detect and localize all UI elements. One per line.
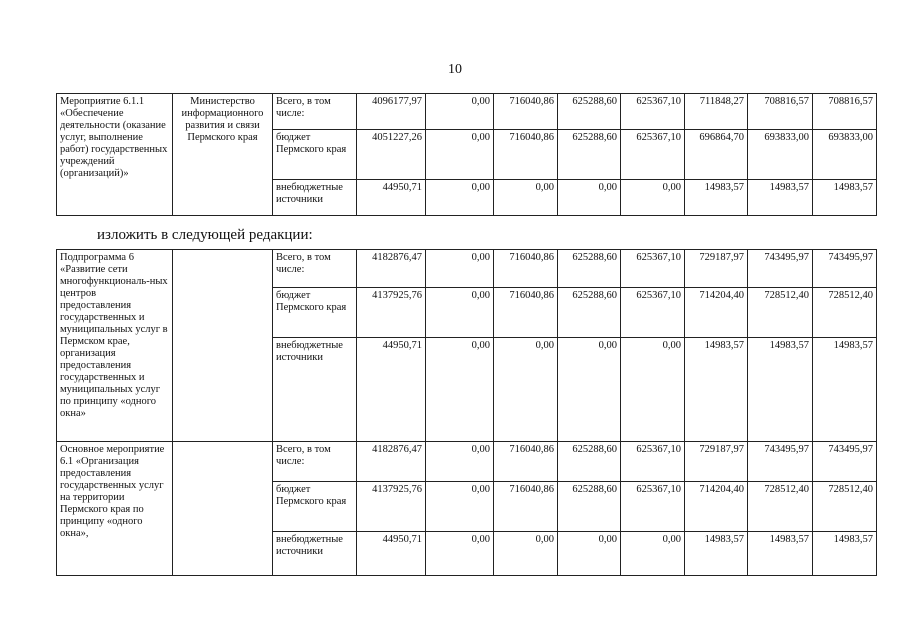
amount-cell: 625288,60	[558, 130, 621, 180]
amount-cell: 0,00	[426, 94, 494, 130]
funding-source-cell: внебюджетные источники	[273, 532, 357, 576]
amount-cell: 0,00	[494, 532, 558, 576]
amount-cell: 14983,57	[813, 338, 877, 442]
amount-cell: 714204,40	[685, 288, 748, 338]
amount-cell: 696864,70	[685, 130, 748, 180]
amount-cell: 716040,86	[494, 250, 558, 288]
amount-cell: 716040,86	[494, 442, 558, 482]
amount-cell: 14983,57	[685, 532, 748, 576]
amount-cell: 625288,60	[558, 94, 621, 130]
amount-cell: 625367,10	[621, 250, 685, 288]
program-name-cell: Подпрограмма 6 «Развитие сети многофункциональ-ных центров предоставления государственных и муниципальных услуг в Пермском крае, организация предоставления государственных и муниципальных услуг по принципу «одного окна»	[57, 250, 173, 442]
amount-cell: 14983,57	[813, 532, 877, 576]
funding-source-cell: Всего, в том числе:	[273, 94, 357, 130]
amount-cell: 728512,40	[748, 482, 813, 532]
amount-cell: 625367,10	[621, 442, 685, 482]
amount-cell: 728512,40	[748, 288, 813, 338]
executor-cell	[173, 442, 273, 576]
budget-table-new	[56, 249, 877, 576]
amount-cell: 708816,57	[813, 94, 877, 130]
amount-cell: 0,00	[426, 532, 494, 576]
amount-cell: 0,00	[426, 180, 494, 216]
amount-cell: 4137925,76	[357, 288, 426, 338]
amount-cell: 0,00	[621, 532, 685, 576]
amount-cell: 4051227,26	[357, 130, 426, 180]
amount-cell: 14983,57	[813, 180, 877, 216]
amount-cell: 743495,97	[748, 442, 813, 482]
amount-cell: 0,00	[621, 180, 685, 216]
amount-cell: 625367,10	[621, 482, 685, 532]
amount-cell: 0,00	[426, 442, 494, 482]
amount-cell: 728512,40	[813, 288, 877, 338]
amount-cell: 743495,97	[813, 442, 877, 482]
amount-cell: 625288,60	[558, 442, 621, 482]
amount-cell: 4182876,47	[357, 250, 426, 288]
amount-cell: 0,00	[426, 130, 494, 180]
amount-cell: 0,00	[558, 532, 621, 576]
amount-cell: 0,00	[621, 338, 685, 442]
budget-table-current	[56, 93, 877, 216]
amount-cell: 44950,71	[357, 532, 426, 576]
amount-cell: 625367,10	[621, 94, 685, 130]
funding-source-cell: внебюджетные источники	[273, 180, 357, 216]
table-row	[57, 94, 877, 130]
amount-cell: 4182876,47	[357, 442, 426, 482]
amount-cell: 711848,27	[685, 94, 748, 130]
amount-cell: 0,00	[426, 250, 494, 288]
table-row	[57, 442, 877, 482]
amount-cell: 716040,86	[494, 130, 558, 180]
amount-cell: 714204,40	[685, 482, 748, 532]
amount-cell: 44950,71	[357, 338, 426, 442]
executor-cell: Министерство информационного развития и связи Пермского края	[173, 94, 273, 216]
amount-cell: 729187,97	[685, 442, 748, 482]
amount-cell: 716040,86	[494, 288, 558, 338]
amount-cell: 728512,40	[813, 482, 877, 532]
amount-cell: 716040,86	[494, 94, 558, 130]
table-row	[57, 250, 877, 288]
amount-cell: 625367,10	[621, 130, 685, 180]
funding-source-cell: внебюджетные источники	[273, 338, 357, 442]
amount-cell: 0,00	[494, 180, 558, 216]
amount-cell: 4096177,97	[357, 94, 426, 130]
amount-cell: 625288,60	[558, 288, 621, 338]
funding-source-cell: бюджет Пермского края	[273, 482, 357, 532]
page-number: 10	[448, 62, 462, 77]
amount-cell: 743495,97	[813, 250, 877, 288]
funding-source-cell: Всего, в том числе:	[273, 442, 357, 482]
amount-cell: 0,00	[558, 338, 621, 442]
funding-source-cell: бюджет Пермского края	[273, 288, 357, 338]
funding-source-cell: бюджет Пермского края	[273, 130, 357, 180]
amount-cell: 625367,10	[621, 288, 685, 338]
amount-cell: 716040,86	[494, 482, 558, 532]
amount-cell: 14983,57	[748, 338, 813, 442]
amount-cell: 0,00	[558, 180, 621, 216]
amount-cell: 743495,97	[748, 250, 813, 288]
amount-cell: 0,00	[426, 482, 494, 532]
amount-cell: 0,00	[426, 288, 494, 338]
instruction-text: изложить в следующей редакции:	[97, 227, 313, 243]
amount-cell: 14983,57	[685, 338, 748, 442]
amount-cell: 44950,71	[357, 180, 426, 216]
amount-cell: 625288,60	[558, 250, 621, 288]
program-name-cell: Основное мероприятие 6.1 «Организация предоставления государственных услуг на территории Пермского края по принципу «одного окна»,	[57, 442, 173, 576]
amount-cell: 14983,57	[685, 180, 748, 216]
amount-cell: 693833,00	[813, 130, 877, 180]
amount-cell: 14983,57	[748, 532, 813, 576]
amount-cell: 729187,97	[685, 250, 748, 288]
amount-cell: 0,00	[426, 338, 494, 442]
amount-cell: 693833,00	[748, 130, 813, 180]
amount-cell: 14983,57	[748, 180, 813, 216]
amount-cell: 4137925,76	[357, 482, 426, 532]
program-name-cell: Мероприятие 6.1.1 «Обеспечение деятельности (оказание услуг, выполнение работ) государственных учреждений (организаций)»	[57, 94, 173, 216]
amount-cell: 625288,60	[558, 482, 621, 532]
amount-cell: 708816,57	[748, 94, 813, 130]
funding-source-cell: Всего, в том числе:	[273, 250, 357, 288]
amount-cell: 0,00	[494, 338, 558, 442]
executor-cell	[173, 250, 273, 442]
